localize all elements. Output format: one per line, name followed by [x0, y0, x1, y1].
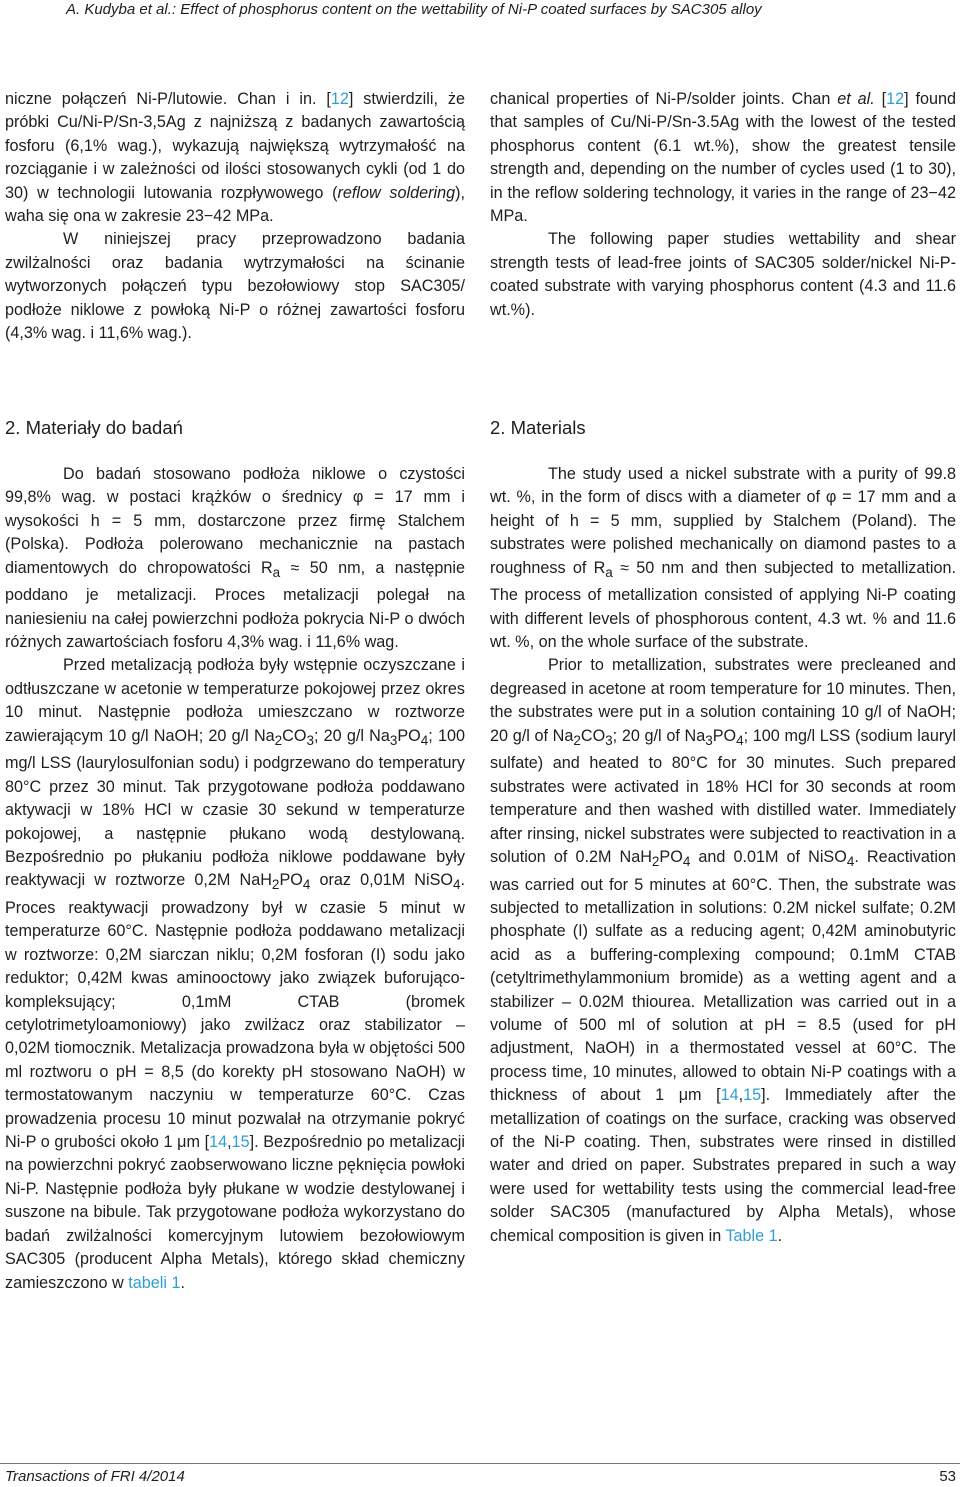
text: The study used a nickel substrate with a purity of 99.8 wt. %, in the form of discs with a diameter of φ = 17 mm and a height of h = 5 mm, supplied by Stalchem (Poland). The substrates were polished mechanically on diamond pastes to a roughness of R: [490, 465, 956, 577]
section-heading-left: 2. Materiały do badań: [5, 417, 183, 438]
reference-link[interactable]: 14: [720, 1086, 739, 1105]
left-body-paragraph-1: [5, 463, 465, 654]
text: ] found that samples of Cu/Ni-P/Sn-3.5Ag with the lowest of the tested phosphorus content (6.1 wt.%), show the greatest tensile strength and, depending on the number of cycles used (1 to 30), in the reflow soldering technology, it varies in the range of 23−42 MPa.: [490, 90, 956, 226]
text: . Reactivation was carried out for 5 minutes at 60°C. Then, the substrate was subjected to metallization in solutions: 0.2M nickel sulfate; 0.2M phosphate (I) sulfate as a reducing agent; 0,42M aminobutyric acid as a buffering-complexing compound; 0.1mM CTAB (cetyltrimethylammonium bromide) as a wetting agent and a stabilizer – 0.02M thiourea. Metallization was carried out in a volume of 500 ml of solution at pH = 8.5 (used for pH adjustment, NaOH) in a thermostated vessel at 60°C. The process time, 10 minutes, allowed to obtain Ni-P coatings with a thickness of about 1 μm [: [490, 847, 956, 1105]
subscript: a: [272, 564, 281, 580]
text: ; 20 g/l of Na: [612, 726, 706, 745]
left-intro-paragraph-2: W niniejszej pracy przeprowadzono badania zwilżalności oraz badania wytrzymałości na ścinanie wytworzonych połączeń typu bezołowiowy stop SAC305/ podłoże niklowe z powłoką Ni-P o różnej zawartości fosforu (4,3% wag. i 11,6% wag.).: [5, 230, 465, 343]
text: ), waha się ona w zakresie 23−42 MPa.: [5, 183, 465, 226]
text: niczne połączeń Ni-P/lutowie. Chan i in. [: [5, 90, 331, 108]
right-intro-paragraph-2: The following paper studies wettability and shear strength tests of lead-free joints of SAC305 solder/nickel Ni-P-coated substrate with varying phosphorus content (4.3 and 11.6 wt.%).: [490, 230, 956, 319]
left-body-paragraph-2: [5, 654, 465, 1294]
section-heading-right: 2. Materials: [490, 417, 586, 438]
subscript: 2: [274, 732, 283, 748]
subscript: 4: [846, 854, 855, 870]
subscript: 2: [573, 732, 581, 748]
text: CO: [580, 726, 606, 745]
subscript: 2: [651, 854, 660, 870]
footer-divider: [0, 1463, 960, 1464]
text: and 0.01M of NiSO: [690, 847, 847, 866]
text: Do badań stosowano podłoża niklowe o czystości 99,8% wag. w postaci krążków o średnicy φ = 17 mm i wysokości h = 5 mm, dostarczone przez firmę Stalchem (Polska). Podłoża polerowano mechanicznie na pastach diamentowych do chropowatości R: [5, 465, 465, 577]
reference-link[interactable]: 15: [231, 1133, 250, 1152]
text: ,: [738, 1086, 744, 1105]
text: .: [180, 1273, 185, 1292]
right-intro-paragraph-1: [490, 88, 956, 228]
subscript: 3: [389, 732, 398, 748]
table-link[interactable]: Table 1: [725, 1226, 778, 1245]
text: ,: [227, 1133, 232, 1152]
text: ≈ 50 nm, a następnie poddano je metalizacji. Proces metalizacji polegał na naniesieniu na całej powierzchni podłoża pokrycia Ni-P o dwóch różnych zawartościach fosforu 4,3% wag. i 11,6% wag.: [5, 558, 465, 652]
left-intro-paragraph-1: [5, 88, 465, 228]
right-body-paragraph-1: [490, 463, 956, 654]
subscript: a: [605, 564, 613, 580]
subscript: 3: [705, 732, 713, 748]
subscript: 3: [605, 732, 613, 748]
left-intro: [5, 88, 465, 345]
subscript: 4: [452, 877, 461, 893]
running-header: A. Kudyba et al.: Effect of phosphorus content on the wettability of Ni-P coated surfaces by SAC305 alloy: [66, 1, 762, 18]
subscript: 4: [302, 877, 311, 893]
text: Prior to metallization, substrates were precleaned and degreased in acetone at room temperature for 10 minutes. Then, the substrates were put in a solution containing 10 g/l of NaOH; 20 g/l of Na: [490, 656, 956, 745]
subscript: 4: [736, 732, 744, 748]
right-body: [490, 463, 956, 1248]
subscript: 3: [306, 732, 314, 748]
italic-term: et al.: [837, 90, 875, 108]
reference-link[interactable]: 15: [743, 1086, 762, 1105]
subscript: 4: [420, 732, 429, 748]
reference-link[interactable]: 14: [209, 1133, 228, 1152]
text: ; 20 g/l Na: [313, 726, 390, 745]
text: CO: [282, 726, 307, 745]
text: ; 100 mg/l LSS (laurylosulfonian sodu) i podgrzewano do temperatury 80°C przez 30 minut. Tak przygotowane podłoża poddawano aktywacji w 18% HCl w czasie 30 sekund w temperaturze pokojowej, a następnie płukano wodą destylowaną. Bezpośrednio po płukaniu podłoża niklowe poddawane były reaktywacji w roztworze 0,2M NaH: [5, 726, 465, 890]
left-body: [5, 463, 465, 1295]
subscript: 2: [271, 877, 280, 893]
subscript: 4: [682, 854, 691, 870]
text: PO: [659, 847, 683, 866]
footer-journal-title: Transactions of FRI 4/2014: [5, 1468, 185, 1485]
page-number: 53: [939, 1468, 956, 1485]
reference-link[interactable]: 12: [330, 90, 349, 108]
text: ]. Bezpośrednio po metalizacji na powierzchni pokryć zaobserwowano liczne pęknięcia powłoki Ni-P. Następnie podłoża były płukane w wodzie destylowanej i suszone na bibule. Tak przygotowane podłoża wykorzystano do badań zwilżalności komercyjnym lutowiem bezołowiowym SAC305 (producent Alpha Metals), którego skład chemiczny zamieszczono w: [5, 1133, 465, 1292]
text: ]. Immediately after the metallization of coatings on the surface, cracking was observed of the Ni-P coating. Then, substrates were rinsed in distilled water and dried on paper. Substrates prepared in such a way were used for wettability tests using the commercial lead-free solder SAC305 (manufactured by Alpha Metals), whose chemical composition is given in: [490, 1086, 956, 1245]
text: ≈ 50 nm and then subjected to metallization. The process of metallization consisted of applying Ni-P coating with different levels of phosphorous content, 4.3 wt. % and 11.6 wt. %, on the whole surface of the substrate.: [490, 558, 956, 652]
text: PO: [279, 871, 303, 890]
text: ] stwierdzili, że próbki Cu/Ni-P/Sn-3,5Ag z najniższą z badanych zawartością fosforu (6,1% wag.), wykazują największą wytrzymałość na rozciąganie i w zależności od ilości stosowanych cykli (od 1 do 30) w technologii lutowania rozpływowego (: [5, 90, 465, 202]
text: oraz 0,01M NiSO: [310, 871, 453, 890]
table-link[interactable]: tabeli 1: [128, 1273, 181, 1292]
right-intro: [490, 88, 956, 322]
text: Przed metalizacją podłoża były wstępnie oczyszczane i odtłuszczane w acetonie w temperaturze pokojowej przez okres 10 minut. Następnie podłoża umieszczano w roztworze zawierającym 10 g/l NaOH; 20 g/l Na: [5, 656, 465, 745]
reference-link[interactable]: 12: [886, 90, 905, 108]
right-body-paragraph-2: [490, 654, 956, 1248]
text: chanical properties of Ni-P/solder joints. Chan: [490, 90, 838, 108]
text: .: [777, 1226, 783, 1245]
text: . Proces reaktywacji prowadzony był w czasie 5 minut w temperaturze 60°C. Następnie podłoża poddawano metalizacji w roztworze: 0,2M siarczan niklu; 0,2M fosforan (I) sodu jako reduktor; 0,42M kwas aminooctowy jako związek buforująco-kompleksujący; 0,1mM CTAB (bromek cetylotrimetyloamoniowy) jako zwilżacz oraz stabilizator – 0,02M tiomocznik. Metalizacja prowadzona była w objętości 500 ml roztworu o pH = 8,5 (do korekty pH stosowano NaOH) w termostatowanym naczyniu w temperaturze 60°C. Czas prowadzenia procesu 10 minut pozwalał na otrzymanie pokryć Ni-P o grubości około 1 μm [: [5, 871, 465, 1152]
text: ; 100 mg/l LSS (sodium lauryl sulfate) and heated to 80°C for 30 minutes. Such prepared substrates were activated in 18% HCl for 30 seconds at room temperature and then washed with distilled water. Immediately after rinsing, nickel substrates were subjected to reactivation in a solution of 0.2M NaH: [490, 726, 956, 866]
text: [: [874, 90, 887, 108]
italic-term: reflow soldering: [337, 183, 456, 202]
text: PO: [712, 726, 737, 745]
text: PO: [397, 726, 421, 745]
